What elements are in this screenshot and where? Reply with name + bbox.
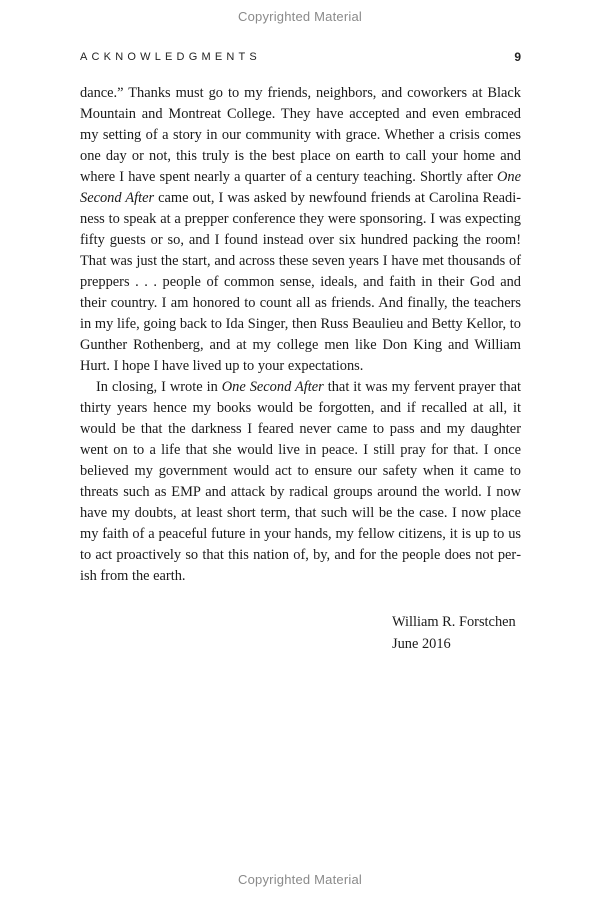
paragraph-closing-text-2: that it was my fervent prayer that thirty years hence my books would be forgotten, and if recalled at all, it would be that the darkness I feared never came to pass and my daughter went on to a life that she would live in peace. I still pray for that. I once believed my government would act to ensure our safety when it came to threats such as EMP and attack by radical groups around the world. I now have my doubts, at least short term, that such will be the case. I now place my faith of a peaceful future in your hands, my fellow citizens, it is up to us to act proactively so that this nation of, by, and for the people does not perish from the earth. xyxy=(80,379,521,584)
paragraph-thanks-text-1: dance.” Thanks must go to my friends, neighbors, and coworkers at Black Mountain and Montreat College. They have accepted and even embraced my setting of a story in our community with grace. Whether a crisis comes one day or not, this truly is the best place on earth to call your home and where I have spent nearly a quarter of a century teaching. Shortly after xyxy=(80,85,521,185)
paragraph-closing-text-1: In closing, I wrote in xyxy=(96,379,222,395)
copyright-watermark-bottom: Copyrighted Material xyxy=(238,872,362,887)
copyright-watermark-top: Copyrighted Material xyxy=(238,9,362,24)
book-title: One Second After xyxy=(80,169,521,206)
paragraph-thanks xyxy=(80,83,521,377)
author-name: William R. Forstchen xyxy=(392,614,516,630)
page-number: 9 xyxy=(514,50,521,64)
paragraph-thanks-text-2: came out, I was asked by newfound friends at Carolina Readiness to speak at a prepper conference they were sponsoring. I was expecting fifty guests or so, and I found instead over six hundred packing the room! That was just the start, and across these seven years I have met thousands of preppers . . . people of common sense, ideals, and faith in their God and their country. I am honored to count all as friends. And finally, the teachers in my life, going back to Ida Singer, then Russ Beaulieu and Betty Kellor, to Gunther Rothenberg, and at my college men like Don King and William Hurt. I hope I have lived up to your expectations. xyxy=(80,190,521,374)
book-title: One Second After xyxy=(221,379,324,395)
signature-date: June 2016 xyxy=(392,636,451,652)
paragraph-closing xyxy=(80,377,521,587)
running-head: ACKNOWLEDGMENTS xyxy=(80,51,261,63)
signature-block xyxy=(392,611,516,655)
body-text xyxy=(80,83,521,587)
